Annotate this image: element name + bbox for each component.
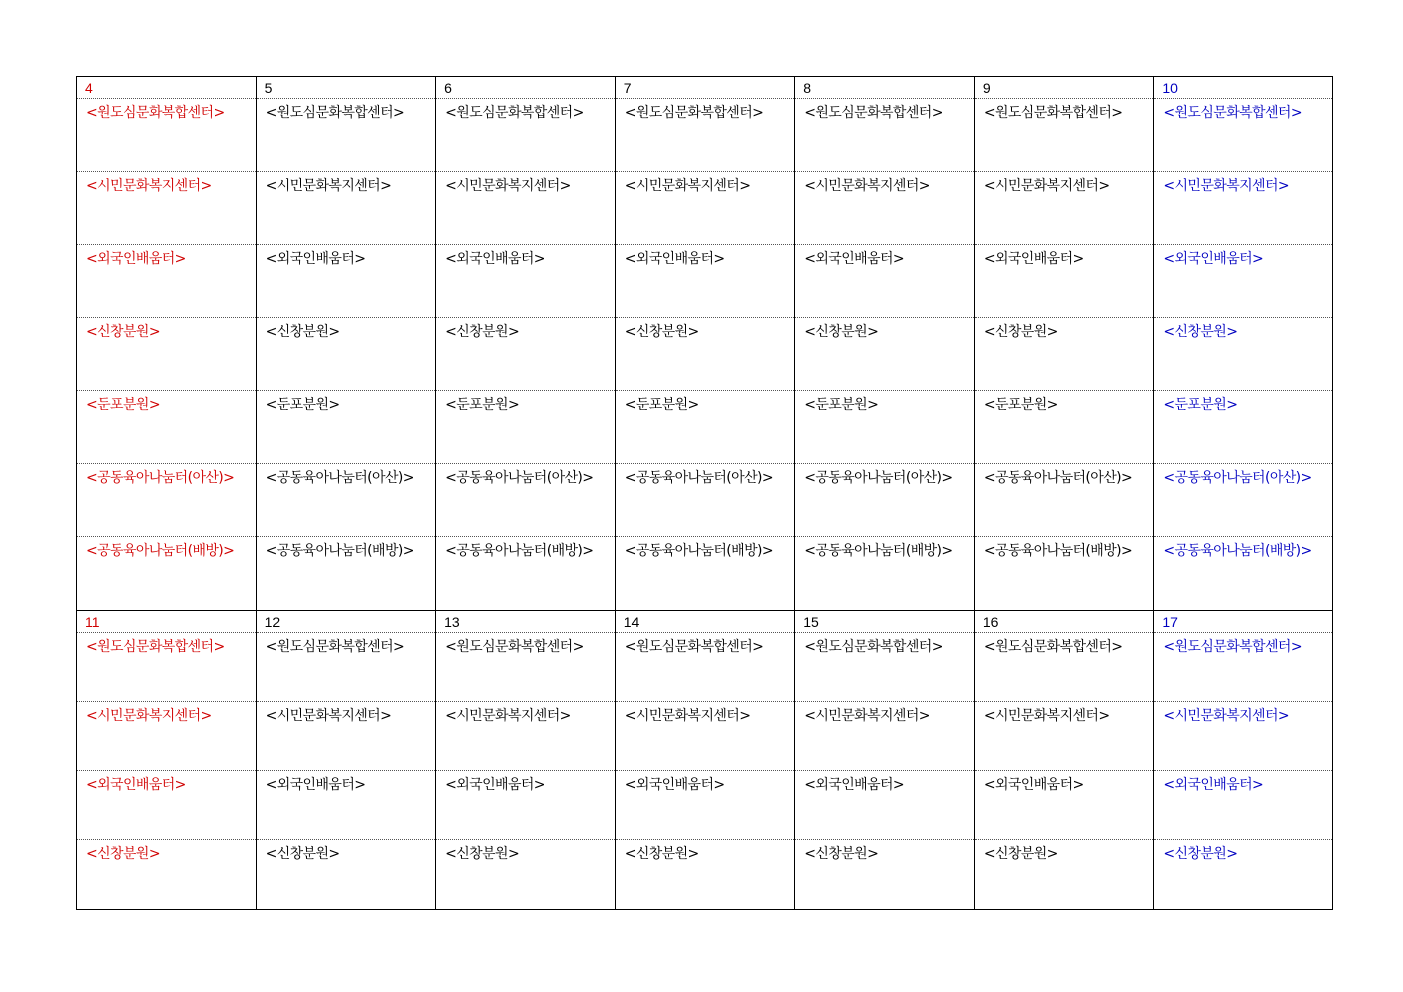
venue-slot[interactable]: <외국인배움터>	[257, 245, 436, 318]
venue-slot[interactable]: <신창분원>	[436, 318, 615, 391]
venue-slot[interactable]: <공동육아나눔터(배방)>	[983, 543, 1133, 559]
day-number: 13	[436, 611, 615, 633]
venue-slot[interactable]: <시민문화복지센터>	[77, 172, 256, 245]
venue-slot[interactable]: <공동육아나눔터(배방)>	[445, 543, 594, 559]
venue-slot[interactable]: <둔포분원>	[975, 391, 1154, 464]
calendar-day-cell	[256, 77, 436, 610]
venue-slot[interactable]: <신창분원>	[624, 846, 699, 862]
venue-slot[interactable]: <신창분원>	[616, 318, 795, 391]
day-number: 16	[975, 611, 1154, 633]
venue-slot[interactable]: <시민문화복지센터>	[1154, 172, 1332, 245]
calendar-week	[76, 610, 1333, 910]
venue-slot[interactable]: <신창분원>	[86, 846, 160, 862]
venue-slot[interactable]: <신창분원>	[257, 318, 436, 391]
venue-slot[interactable]: <공동육아나눔터(배방)>	[265, 543, 414, 559]
day-number: 6	[436, 77, 615, 99]
venue-slot[interactable]: <원도심문화복합센터>	[436, 99, 615, 172]
venue-slot[interactable]: <외국인배움터>	[616, 771, 795, 840]
venue-slot[interactable]: <시민문화복지센터>	[257, 702, 436, 771]
calendar-day-cell	[794, 611, 974, 909]
venue-slot[interactable]: <공동육아나눔터(배방)>	[804, 543, 953, 559]
venue-slot[interactable]: <신창분원>	[1154, 318, 1332, 391]
calendar-day-cell	[974, 611, 1154, 909]
venue-slot[interactable]: <원도심문화복합센터>	[795, 633, 974, 702]
day-number: 7	[616, 77, 795, 99]
calendar-day-cell	[76, 611, 256, 909]
venue-slot[interactable]: <원도심문화복합센터>	[257, 99, 436, 172]
venue-slot[interactable]: <공동육아나눔터(아산)>	[1154, 464, 1332, 537]
venue-slot[interactable]: <원도심문화복합센터>	[257, 633, 436, 702]
calendar-day-cell	[1153, 611, 1333, 909]
calendar-day-cell	[615, 611, 795, 909]
calendar-day-cell	[794, 77, 974, 610]
venue-slot[interactable]: <원도심문화복합센터>	[77, 99, 256, 172]
calendar-day-cell	[435, 77, 615, 610]
calendar-day-cell	[435, 611, 615, 909]
venue-slot[interactable]: <둔포분원>	[616, 391, 795, 464]
venue-slot[interactable]: <신창분원>	[804, 846, 879, 862]
venue-slot[interactable]: <시민문화복지센터>	[975, 702, 1154, 771]
venue-slot[interactable]: <시민문화복지센터>	[257, 172, 436, 245]
venue-slot[interactable]: <외국인배움터>	[795, 771, 974, 840]
venue-slot[interactable]: <둔포분원>	[1154, 391, 1332, 464]
calendar-day-cell	[76, 77, 256, 610]
venue-slot[interactable]: <외국인배움터>	[1154, 771, 1332, 840]
venue-slot[interactable]: <신창분원>	[445, 846, 520, 862]
venue-slot[interactable]: <외국인배움터>	[616, 245, 795, 318]
venue-slot[interactable]: <원도심문화복합센터>	[1154, 633, 1332, 702]
venue-slot[interactable]: <시민문화복지센터>	[77, 702, 256, 771]
venue-slot[interactable]: <시민문화복지센터>	[1154, 702, 1332, 771]
venue-slot[interactable]: <시민문화복지센터>	[975, 172, 1154, 245]
day-number: 5	[257, 77, 436, 99]
calendar-day-cell	[974, 77, 1154, 610]
venue-slot[interactable]: <신창분원>	[265, 846, 340, 862]
venue-slot[interactable]: <외국인배움터>	[77, 771, 256, 840]
venue-slot[interactable]: <시민문화복지센터>	[436, 172, 615, 245]
venue-slot[interactable]: <원도심문화복합센터>	[436, 633, 615, 702]
venue-slot[interactable]: <신창분원>	[1163, 846, 1238, 862]
venue-slot[interactable]: <시민문화복지센터>	[616, 702, 795, 771]
venue-slot[interactable]: <둔포분원>	[436, 391, 615, 464]
venue-slot[interactable]: <외국인배움터>	[436, 771, 615, 840]
venue-slot[interactable]: <원도심문화복합센터>	[616, 99, 795, 172]
venue-slot[interactable]: <외국인배움터>	[975, 245, 1154, 318]
venue-slot[interactable]: <원도심문화복합센터>	[77, 633, 256, 702]
calendar-day-cell	[1153, 77, 1333, 610]
day-number: 15	[795, 611, 974, 633]
venue-slot[interactable]: <외국인배움터>	[795, 245, 974, 318]
venue-slot[interactable]: <외국인배움터>	[257, 771, 436, 840]
venue-slot[interactable]: <신창분원>	[795, 318, 974, 391]
day-number: 17	[1154, 611, 1332, 633]
venue-slot[interactable]: <시민문화복지센터>	[616, 172, 795, 245]
day-number: 10	[1154, 77, 1332, 99]
venue-slot[interactable]: <신창분원>	[77, 318, 256, 391]
day-number: 9	[975, 77, 1154, 99]
day-number: 12	[257, 611, 436, 633]
venue-slot[interactable]: <공동육아나눔터(아산)>	[77, 464, 256, 537]
venue-slot[interactable]: <둔포분원>	[795, 391, 974, 464]
venue-slot[interactable]: <외국인배움터>	[436, 245, 615, 318]
day-number: 14	[616, 611, 795, 633]
venue-slot[interactable]: <둔포분원>	[77, 391, 256, 464]
day-number: 8	[795, 77, 974, 99]
venue-slot[interactable]: <공동육아나눔터(아산)>	[616, 464, 795, 537]
venue-slot[interactable]: <둔포분원>	[257, 391, 436, 464]
calendar-day-cell	[256, 611, 436, 909]
venue-slot[interactable]: <공동육아나눔터(아산)>	[257, 464, 436, 537]
calendar-grid	[76, 76, 1333, 910]
venue-slot[interactable]: <외국인배움터>	[975, 771, 1154, 840]
venue-slot[interactable]: <원도심문화복합센터>	[975, 99, 1154, 172]
venue-slot[interactable]: <시민문화복지센터>	[795, 702, 974, 771]
venue-slot[interactable]: <원도심문화복합센터>	[616, 633, 795, 702]
day-number: 4	[77, 77, 256, 99]
day-number: 11	[77, 611, 256, 633]
venue-slot[interactable]: <공동육아나눔터(배방)>	[1163, 543, 1312, 559]
venue-slot[interactable]: <공동육아나눔터(아산)>	[436, 464, 615, 537]
venue-slot[interactable]: <시민문화복지센터>	[436, 702, 615, 771]
venue-slot[interactable]: <공동육아나눔터(배방)>	[624, 543, 773, 559]
venue-slot[interactable]: <원도심문화복합센터>	[1154, 99, 1332, 172]
calendar-week	[76, 76, 1333, 610]
venue-slot[interactable]: <시민문화복지센터>	[795, 172, 974, 245]
venue-slot[interactable]: <외국인배움터>	[77, 245, 256, 318]
venue-slot[interactable]: <신창분원>	[983, 846, 1058, 862]
venue-slot[interactable]: <공동육아나눔터(아산)>	[975, 464, 1154, 537]
venue-slot[interactable]: <공동육아나눔터(배방)>	[86, 543, 235, 559]
venue-slot[interactable]: <외국인배움터>	[1154, 245, 1332, 318]
venue-slot[interactable]: <신창분원>	[975, 318, 1154, 391]
venue-slot[interactable]: <원도심문화복합센터>	[975, 633, 1154, 702]
calendar-day-cell	[615, 77, 795, 610]
venue-slot[interactable]: <공동육아나눔터(아산)>	[795, 464, 974, 537]
venue-slot[interactable]: <원도심문화복합센터>	[795, 99, 974, 172]
